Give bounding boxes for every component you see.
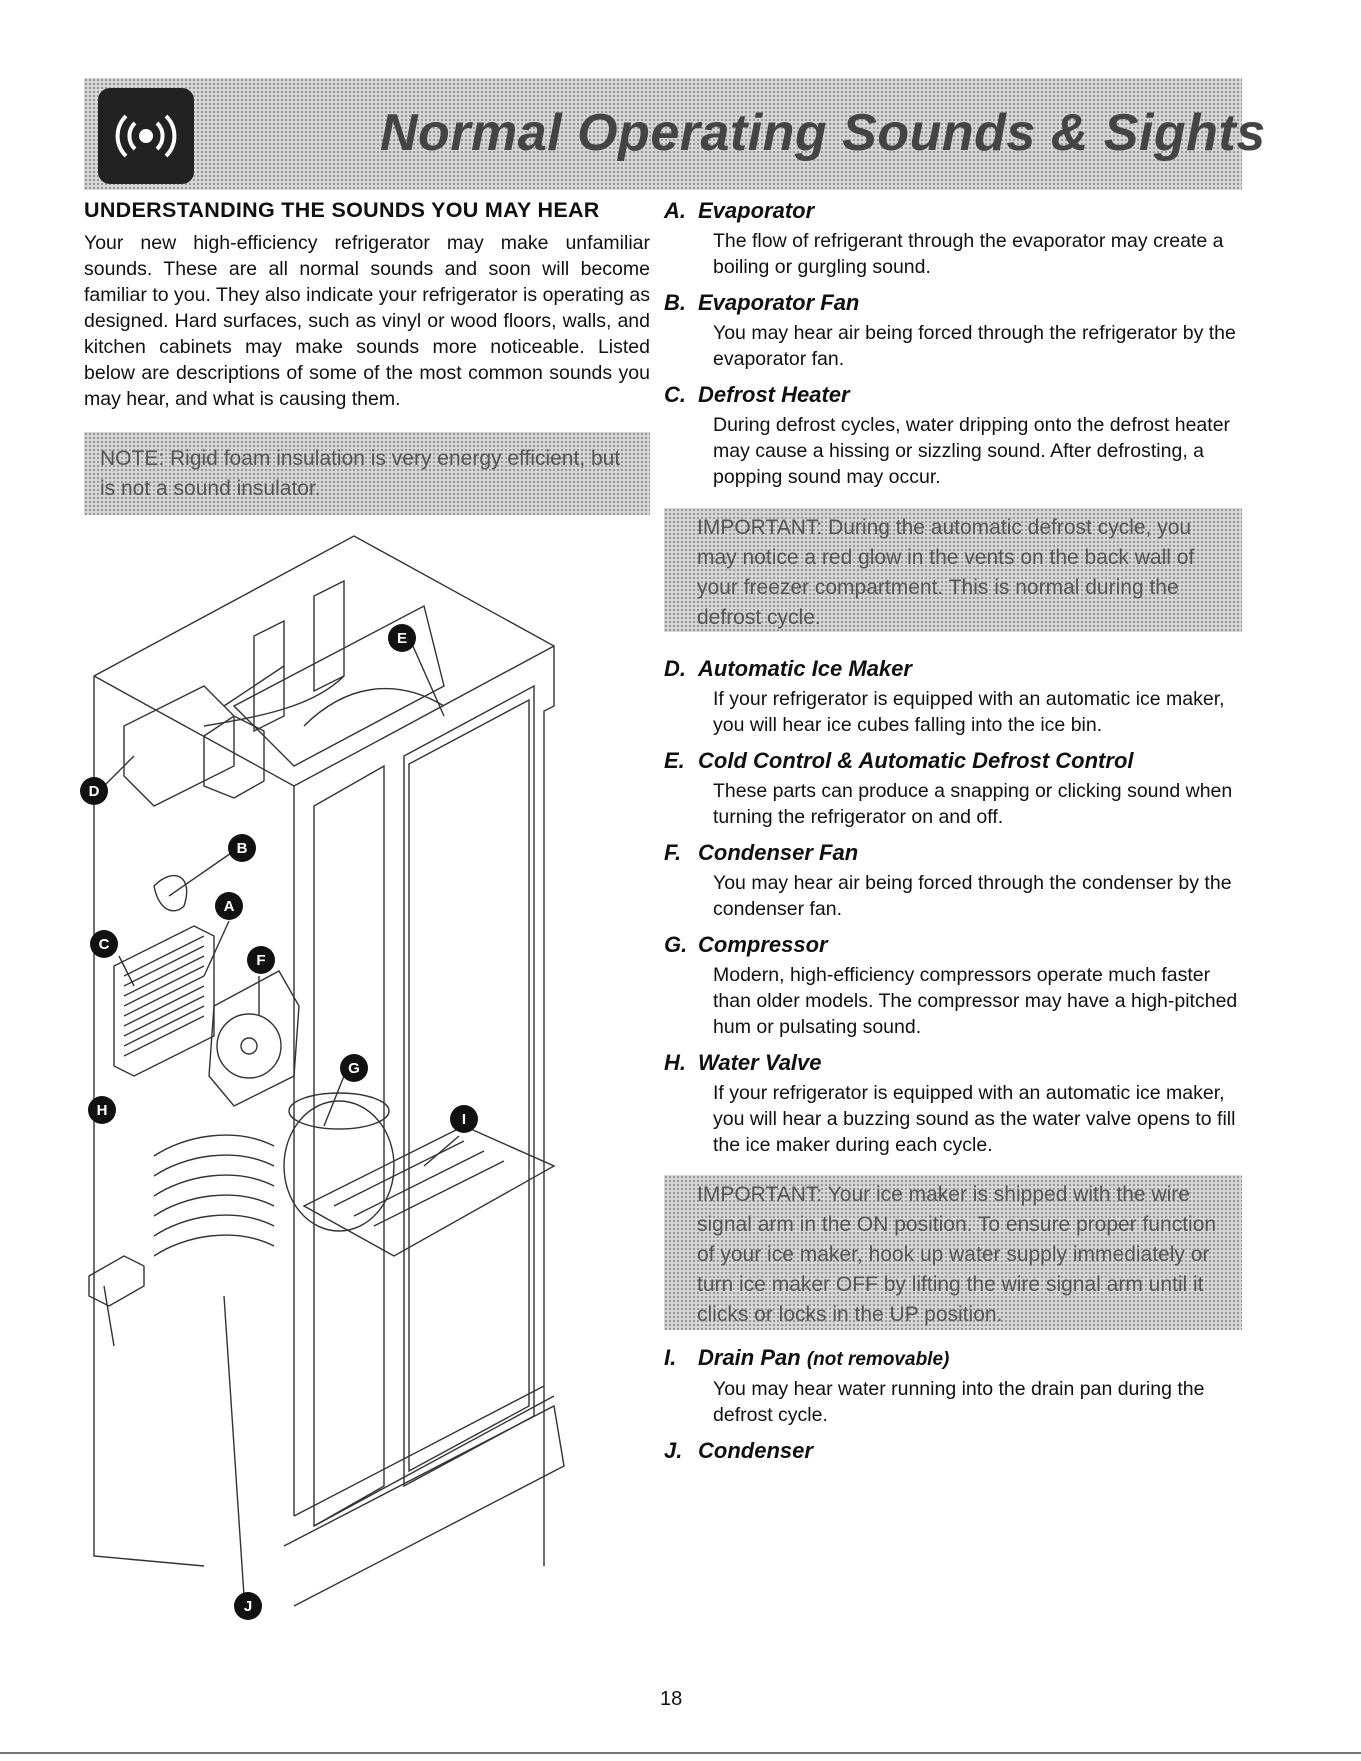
callout-c: C [98, 936, 110, 953]
section-heading: UNDERSTANDING THE SOUNDS YOU MAY HEAR [84, 198, 600, 222]
important-defrost-text: IMPORTANT: During the automatic defrost cycle, you may notice a red glow in the vents on the back wall of your freezer compartment. This is normal during the defrost cycle. [697, 516, 1195, 629]
item-g-heading: G. Compressor [664, 932, 828, 957]
item-a-heading: A. Evaporator [664, 198, 815, 223]
item-f-body: You may hear air being forced through the condenser by the condenser fan. [713, 872, 1232, 920]
item-a-body: The flow of refrigerant through the evaporator may create a boiling or gurgling sound. [713, 230, 1224, 278]
note-text: NOTE: Rigid foam insulation is very energy efficient, but is not a sound insulator. [100, 447, 621, 500]
callout-markers [80, 624, 478, 1620]
refrigerator-diagram [84, 566, 644, 1615]
item-j-heading: J. Condenser [664, 1438, 813, 1463]
callout-g: G [348, 1060, 360, 1077]
footer-divider [0, 1752, 1361, 1754]
item-e-body: These parts can produce a snapping or clicking sound when turning the refrigerator on and off. [713, 780, 1233, 828]
item-e-heading: E. Cold Control & Automatic Defrost Control [664, 748, 1134, 773]
callout-h: H [96, 1102, 108, 1119]
sound-waves-icon [98, 88, 194, 184]
callout-j: J [243, 1598, 253, 1615]
intro-paragraph: Your new high-efficiency refrigerator may make unfamiliar sounds. These are all normal sounds and soon will become familiar to you. They also indicate your refrigerator is operating as designed. Hard surfaces, such as vinyl or wood floors, walls, and kitchen cabinets may make sounds more noticeable. Listed below are descriptions of some of the most common sounds you may hear, and what is causing them. [84, 232, 650, 410]
item-b-body: You may hear air being forced through the refrigerator by the evaporator fan. [713, 322, 1236, 370]
item-h-heading: H. Water Valve [664, 1050, 822, 1075]
item-c-body: During defrost cycles, water dripping onto the defrost heater may cause a hissing or sizzling sound. After defrosting, a popping sound may occur. [713, 414, 1231, 488]
callout-e: E [396, 630, 408, 647]
page-title: Normal Operating Sounds & Sights [380, 104, 1266, 162]
item-i-body: You may hear water running into the drain pan during the defrost cycle. [713, 1378, 1205, 1426]
callout-b: B [236, 840, 248, 857]
callout-i: I [461, 1111, 467, 1128]
item-f-heading: F. Condenser Fan [664, 840, 859, 865]
callout-f: F [256, 952, 266, 969]
item-d-body: If your refrigerator is equipped with an automatic ice maker, you will hear ice cubes falling into the ice bin. [713, 688, 1225, 736]
page-number: 18 [660, 1688, 683, 1710]
item-c-heading: C. Defrost Heater [664, 382, 850, 407]
item-h-body: If your refrigerator is equipped with an automatic ice maker, you will hear a buzzing sound as the water valve opens to fill the ice maker during each cycle. [713, 1082, 1236, 1156]
important-icemaker-text: IMPORTANT: Your ice maker is shipped with the wire signal arm in the ON position. To ensure proper function of your ice maker, hook up water supply immediately or turn ice maker OFF by lifting the wire signal arm until it clicks or locks in the UP position. [697, 1183, 1217, 1326]
item-b-heading: B. Evaporator Fan [664, 290, 860, 315]
item-i-heading: I. Drain Pan (not removable) [664, 1345, 950, 1370]
callout-d: D [88, 783, 100, 800]
item-d-heading: D. Automatic Ice Maker [664, 656, 912, 681]
callout-a: A [223, 898, 235, 915]
item-g-body: Modern, high-efficiency compressors operate much faster than older models. The compressor may have a high-pitched hum or pulsating sound. [713, 964, 1238, 1038]
